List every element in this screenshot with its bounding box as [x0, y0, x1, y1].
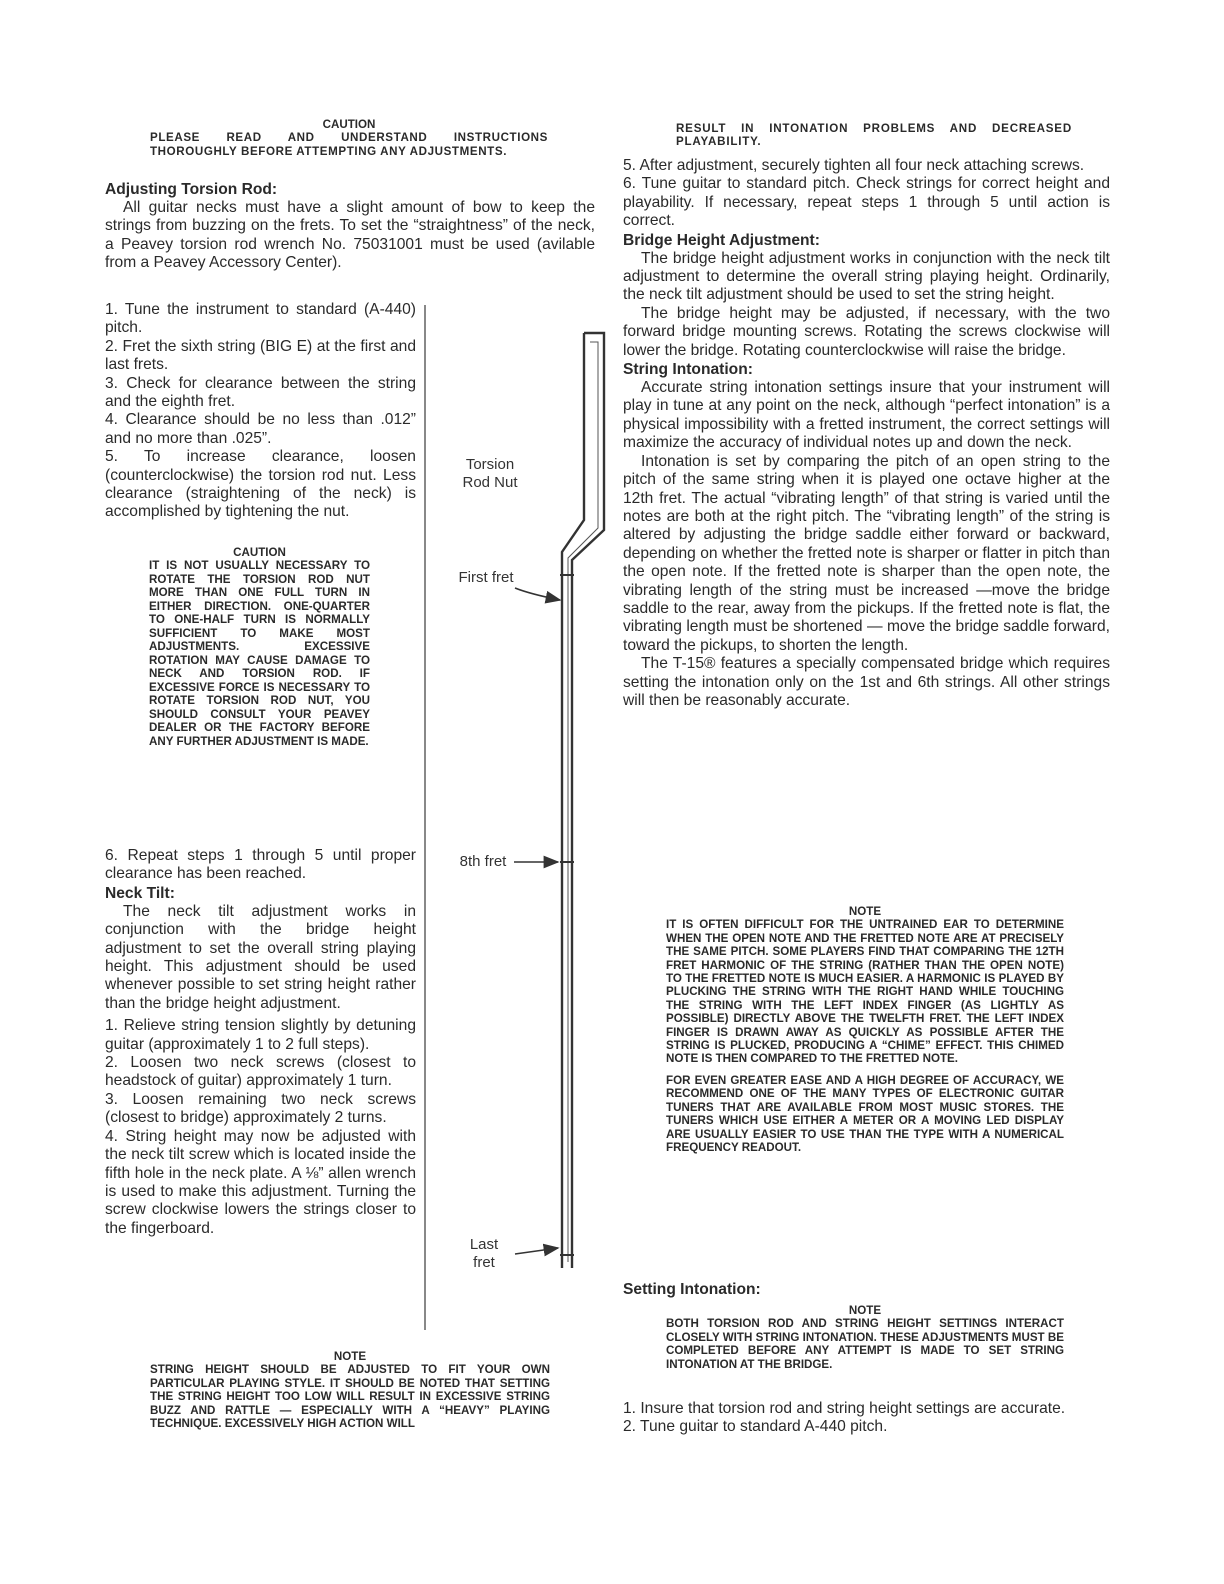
note-block-2 — [666, 905, 1064, 1154]
torsion-steps — [105, 301, 416, 522]
caution-text: PLEASE READ AND UNDERSTAND INSTRUCTIONS THOROUGHLY BEFORE ATTEMPTING ANY ADJUSTMENTS. — [150, 131, 548, 158]
section-heading-string-intonation: String Intonation: — [623, 361, 753, 379]
bridge-paragraph-2: The bridge height may be adjusted, if necessary, with the two forward bridge mounting screws. Rotating the screws clockwise will lower the bridge. Rotating counterclockwise will raise the bridge. — [623, 304, 1110, 359]
intonation-paragraph-3: The T-15® features a specially compensated bridge which requires setting the intonation only on the 1st and 6th strings. All other strings will then be reasonably accurate. — [623, 655, 1110, 709]
note-text: IT IS OFTEN DIFFICULT FOR THE UNTRAINED EAR TO DETERMINE WHEN THE OPEN NOTE AND THE FRETTED NOTE ARE AT PRECISELY THE SAME PITCH. SOME PLAYERS FIND THAT COMPARING THE 12TH FRET HARMONIC OF THE STRING (RATHER THAN THE OPEN NOTE) TO THE FRETTED NOTE IS MUCH EASIER. A HARMONIC IS PLAYED BY PLUCKING THE STRING WITH THE RIGHT HAND WHILE TOUCHING THE STRING WITH THE LEFT INDEX FINGER (AS LIGHTLY AS POSSIBLE) DIRECTLY ABOVE THE TWELFTH FRET. THE LEFT INDEX FINGER IS DRAWN AWAY AS QUICKLY AS POSSIBLE AFTER THE STRING IS PLUCKED, PRODUCING A “CHIME” EFFECT. THIS CHIMED NOTE IS THEN COMPARED TO THE FRETTED NOTE. — [666, 918, 1064, 1066]
list-item: 1. Tune the instrument to standard (A-440) pitch. — [105, 301, 416, 337]
right-column-text — [623, 157, 1110, 710]
note-block-3 — [666, 1304, 1064, 1371]
setting-intonation-section — [623, 1280, 1110, 1299]
list-item: 4. Clearance should be no less than .012” and no more than .025”. — [105, 411, 416, 447]
caution-title: CAUTION — [233, 546, 286, 559]
list-item: 2. Tune guitar to standard A-440 pitch. — [623, 1418, 888, 1436]
note-title: NOTE — [848, 905, 882, 918]
caution-text: IT IS NOT USUALLY NECESSARY TO ROTATE THE TORSION ROD NUT MORE THAN ONE FULL TURN IN EITHER DIRECTION. ONE-QUARTER TO ONE-HALF TURN IS NORMALLY SUFFICIENT TO MAKE MOST ADJUSTMENTS. EXCESSIVE ROTATION MAY CAUSE DAMAGE TO NECK AND TORSION ROD. IF EXCESSIVE FORCE IS NECESSARY TO ROTATE TORSION ROD NUT, YOU SHOULD CONSULT YOUR PEAVEY DEALER OR THE FACTORY BEFORE ANY FURTHER ADJUSTMENT IS MADE. — [149, 559, 370, 748]
section-heading-setting-intonation: Setting Intonation: — [623, 1281, 761, 1298]
list-item: 6. Repeat steps 1 through 5 until proper clearance has been reached. — [105, 847, 416, 883]
note-block-1 — [150, 1350, 550, 1430]
section-heading-bridge-height: Bridge Height Adjustment: — [623, 231, 820, 249]
section-heading-torsion: Adjusting Torsion Rod: — [105, 181, 278, 198]
bridge-paragraph-1: The bridge height adjustment works in conjunction with the neck tilt adjustment to determine the overall string playing height. Ordinarily, the neck tilt adjustment should be used to set the string height. — [623, 249, 1110, 304]
intonation-paragraph-1: Accurate string intonation settings insure that your instrument will play in tune at any point on the neck, although “perfect intonation” is a physical impossibility with a fretted instrument, the correct settings will maximize the accuracy of individual notes up and down the neck. — [623, 379, 1110, 452]
list-item: 6. Tune guitar to standard pitch. Check strings for correct height and playability. If necessary, repeat steps 1 through 5 until action is correct. — [623, 175, 1110, 230]
note-title: NOTE — [333, 1350, 367, 1363]
torsion-section-intro — [105, 180, 595, 273]
list-item: 3. Check for clearance between the string and the eighth fret. — [105, 374, 416, 411]
list-item: 1. Insure that torsion rod and string height settings are accurate. — [623, 1400, 1066, 1417]
torsion-rod — [568, 342, 598, 1262]
note-title: NOTE — [848, 1304, 882, 1317]
note-block-1-continued — [676, 122, 1072, 149]
note-text: STRING HEIGHT SHOULD BE ADJUSTED TO FIT YOUR OWN PARTICULAR PLAYING STYLE. IT SHOULD BE NOTED THAT SETTING THE STRING HEIGHT TOO LOW WILL RESULT IN EXCESSIVE STRING BUZZ AND RATTLE — ESPECIALLY WITH A “HEAVY” PLAYING TECHNIQUE. EXCESSIVELY HIGH ACTION WILL — [150, 1363, 550, 1431]
label-first-fret: First fret — [458, 569, 514, 586]
label-torsion-rod-nut: Torsion Rod Nut — [462, 456, 518, 491]
label-last-fret: Last fret — [469, 1236, 499, 1271]
list-item: 1. Relieve string tension slightly by detuning guitar (approximately 1 to 2 full steps). — [105, 1017, 416, 1053]
note-text: FOR EVEN GREATER EASE AND A HIGH DEGREE OF ACCURACY, WE RECOMMEND ONE OF THE MANY TYPES OF ELECTRONIC GUITAR TUNERS THAT ARE AVAILABLE FROM MOST MUSIC STORES. THE TUNERS WHICH USE EITHER A METER OR A MOVING LED DISPLAY ARE USUALLY EASIER TO USE THAN THE TYPE WITH A NUMERICAL FREQUENCY READOUT. — [666, 1073, 1064, 1154]
setting-intonation-steps — [623, 1400, 1110, 1437]
torsion-intro-paragraph: All guitar necks must have a slight amount of bow to keep the strings from buzzing on the frets. To set the “straightness” of the neck, a Peavey torsion rod wrench No. 75031001 must be used (avilable from a Peavey Accessory Center). — [105, 199, 595, 272]
neck-outline — [562, 333, 604, 1268]
note-text: BOTH TORSION ROD AND STRING HEIGHT SETTINGS INTERACT CLOSELY WITH STRING INTONATION. THESE ADJUSTMENTS MUST BE COMPLETED BEFORE ANY ATTEMPT IS MADE TO SET STRING INTONATION AT THE BRIDGE. — [666, 1317, 1064, 1371]
list-item: 2. Fret the sixth string (BIG E) at the first and last frets. — [105, 337, 416, 374]
intonation-paragraph-2: Intonation is set by comparing the pitch of an open string to the pitch of the same string when it is played one octave higher at the 12th fret. The actual “vibrating length” of that string is varied until the notes are both at the right pitch. The “vibrating length” of the string is altered by adjusting the bridge saddle either forward or backward, depending on whether the fretted note is sharper or flatter in pitch than the open note. If the fretted note is sharper than the open note, the vibrating length of the string must be increased —move the bridge saddle to the rear, away from the pickups. If the fretted note is flat, the vibrating length must be shortened — move the bridge saddle forward, toward the pickups, to shorten the length. — [623, 452, 1110, 654]
list-item: 2. Loosen two neck screws (closest to headstock of guitar) approximately 1 turn. — [105, 1054, 416, 1090]
necktilt-intro-paragraph: The neck tilt adjustment works in conjunction with the bridge height adjustment to set the overall string playing height. This adjustment should be used whenever possible to set string height rather than the bridge height adjustment. — [105, 902, 416, 1012]
list-item: 4. String height may now be adjusted with the neck tilt screw which is located inside the fifth hole in the neck plate. A ⅛” allen wrench is used to make this adjustment. Turning the screw clockwise lowers the strings closer to the fingerboard. — [105, 1127, 416, 1237]
arrow-first-fret — [515, 588, 560, 600]
label-eighth-fret: 8th fret — [459, 853, 507, 870]
caution-block-2 — [149, 546, 370, 748]
neck-tilt-section — [105, 847, 416, 1238]
arrow-last-fret — [515, 1248, 558, 1254]
section-heading-neck-tilt: Neck Tilt: — [105, 884, 175, 902]
list-item: 3. Loosen remaining two neck screws (closest to bridge) approximately 2 turns. — [105, 1090, 416, 1127]
note-text: RESULT IN INTONATION PROBLEMS AND DECREASED PLAYABILITY. — [676, 122, 1072, 149]
caution-title: CAUTION — [322, 118, 376, 131]
list-item: 5. After adjustment, securely tighten all four neck attaching screws. — [623, 157, 1085, 174]
list-item: 5. To increase clearance, loosen (counterclockwise) the torsion rod nut. Less clearance (straightening of the neck) is accomplished by tightening the nut. — [105, 448, 416, 521]
caution-block-1 — [150, 118, 548, 158]
